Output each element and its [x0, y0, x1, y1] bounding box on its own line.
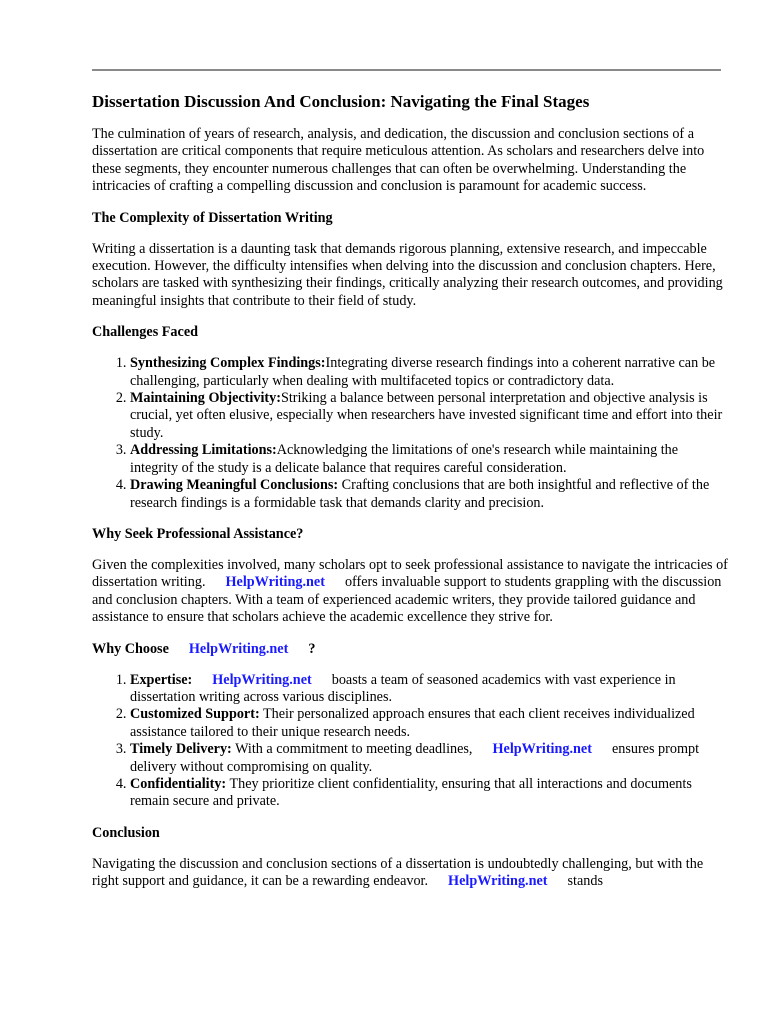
list-item-lead: Expertise: [130, 671, 193, 688]
why-seek-text-after: offers invaluable support to students grappling with the discussion and conclusion chapters. With a team of experienced academic writers, they provide tailored guidance and assistance to ensure that scholars achieve the academic excellence they strive for. [92, 574, 722, 626]
helpwriting-link[interactable]: HelpWriting.net [225, 574, 325, 591]
list-item [130, 477, 728, 512]
list-item-lead: Maintaining Objectivity: [130, 390, 281, 407]
helpwriting-link[interactable]: HelpWriting.net [212, 671, 312, 688]
why-choose-text-after: ? [308, 640, 316, 657]
top-divider [92, 69, 721, 71]
helpwriting-link[interactable]: HelpWriting.net [188, 640, 289, 657]
list-item [130, 741, 728, 776]
conclusion-text-after: stands [567, 873, 603, 890]
list-item-lead: Confidentiality: [130, 775, 227, 792]
list-item [130, 672, 728, 707]
list-item [130, 390, 728, 442]
list-item-text: Their personalized approach ensures that each client receives individualized assistance tailored to their unique research needs. [130, 706, 695, 740]
list-item-text-after: ensures prompt delivery without compromising on quality. [130, 741, 700, 775]
document-body [92, 92, 728, 905]
complexity-heading: The Complexity of Dissertation Writing [92, 209, 333, 226]
list-item-lead: Drawing Meaningful Conclusions: [130, 477, 339, 494]
list-item-text: Striking a balance between personal interpretation and objective analysis is crucial, yet often elusive, especially when researchers have invested significant time and effort into their study. [130, 390, 723, 441]
conclusion-paragraph [92, 856, 728, 891]
list-item-text: They prioritize client confidentiality, ensuring that all interactions and documents remain secure and private. [130, 775, 692, 810]
conclusion-heading: Conclusion [92, 824, 160, 841]
list-item-lead: Synthesizing Complex Findings: [130, 355, 326, 372]
list-item [130, 442, 728, 477]
why-choose-text-before: Why Choose [92, 640, 169, 657]
list-item-lead: Addressing Limitations: [130, 442, 277, 459]
why-seek-paragraph [92, 557, 728, 627]
list-item-text: Crafting conclusions that are both insightful and reflective of the research findings is a formidable task that demands clarity and precision. [130, 477, 710, 511]
list-item-text: Acknowledging the limitations of one's research while maintaining the integrity of the study is a delicate balance that requires careful consideration. [130, 442, 679, 476]
intro-paragraph: The culmination of years of research, analysis, and dedication, the discussion and conclusion sections of a dissertation are critical components that require meticulous attention. As scholars and researchers delve into these segments, they encounter numerous challenges that can often be overwhelming. Understanding the intricacies of crafting a compelling discussion and conclusion is paramount for academic success. [92, 126, 705, 195]
challenges-heading: Challenges Faced [92, 324, 199, 341]
list-item-text: Integrating diverse research findings into a coherent narrative can be challenging, particularly when dealing with multifaceted topics or contradictory data. [130, 355, 716, 389]
helpwriting-link[interactable]: HelpWriting.net [492, 741, 592, 758]
why-choose-heading [92, 641, 728, 658]
complexity-paragraph: Writing a dissertation is a daunting task that demands rigorous planning, extensive research, and impeccable execution. However, the difficulty intensifies when delving into the discussion and conclusion chapters. Here, scholars are tasked with synthesizing their findings, critically analyzing their research outcomes, and providing meaningful insights that contribute to their field of study. [92, 240, 723, 309]
helpwriting-link[interactable]: HelpWriting.net [448, 873, 548, 890]
list-item-lead: Customized Support: [130, 706, 260, 723]
why-seek-text-before: Given the complexities involved, many scholars opt to seek professional assistance to navigate the intricacies of dissertation writing. [92, 556, 728, 591]
list-item [130, 355, 728, 390]
why-seek-heading: Why Seek Professional Assistance? [92, 525, 304, 542]
why-choose-list [92, 672, 728, 811]
document-title: Dissertation Discussion And Conclusion: Navigating the Final Stages [92, 92, 590, 111]
list-item-text: boasts a team of seasoned academics with vast experience in dissertation writing across various disciplines. [130, 671, 676, 705]
list-item-text-before: With a commitment to meeting deadlines, [231, 741, 473, 758]
list-item [130, 706, 728, 741]
list-item-lead: Timely Delivery: [130, 741, 232, 758]
challenges-list [92, 355, 728, 512]
list-item [130, 776, 728, 811]
conclusion-text-before: Navigating the discussion and conclusion sections of a dissertation is undoubtedly challenging, but with the right support and guidance, it can be a rewarding endeavor. [92, 855, 704, 890]
